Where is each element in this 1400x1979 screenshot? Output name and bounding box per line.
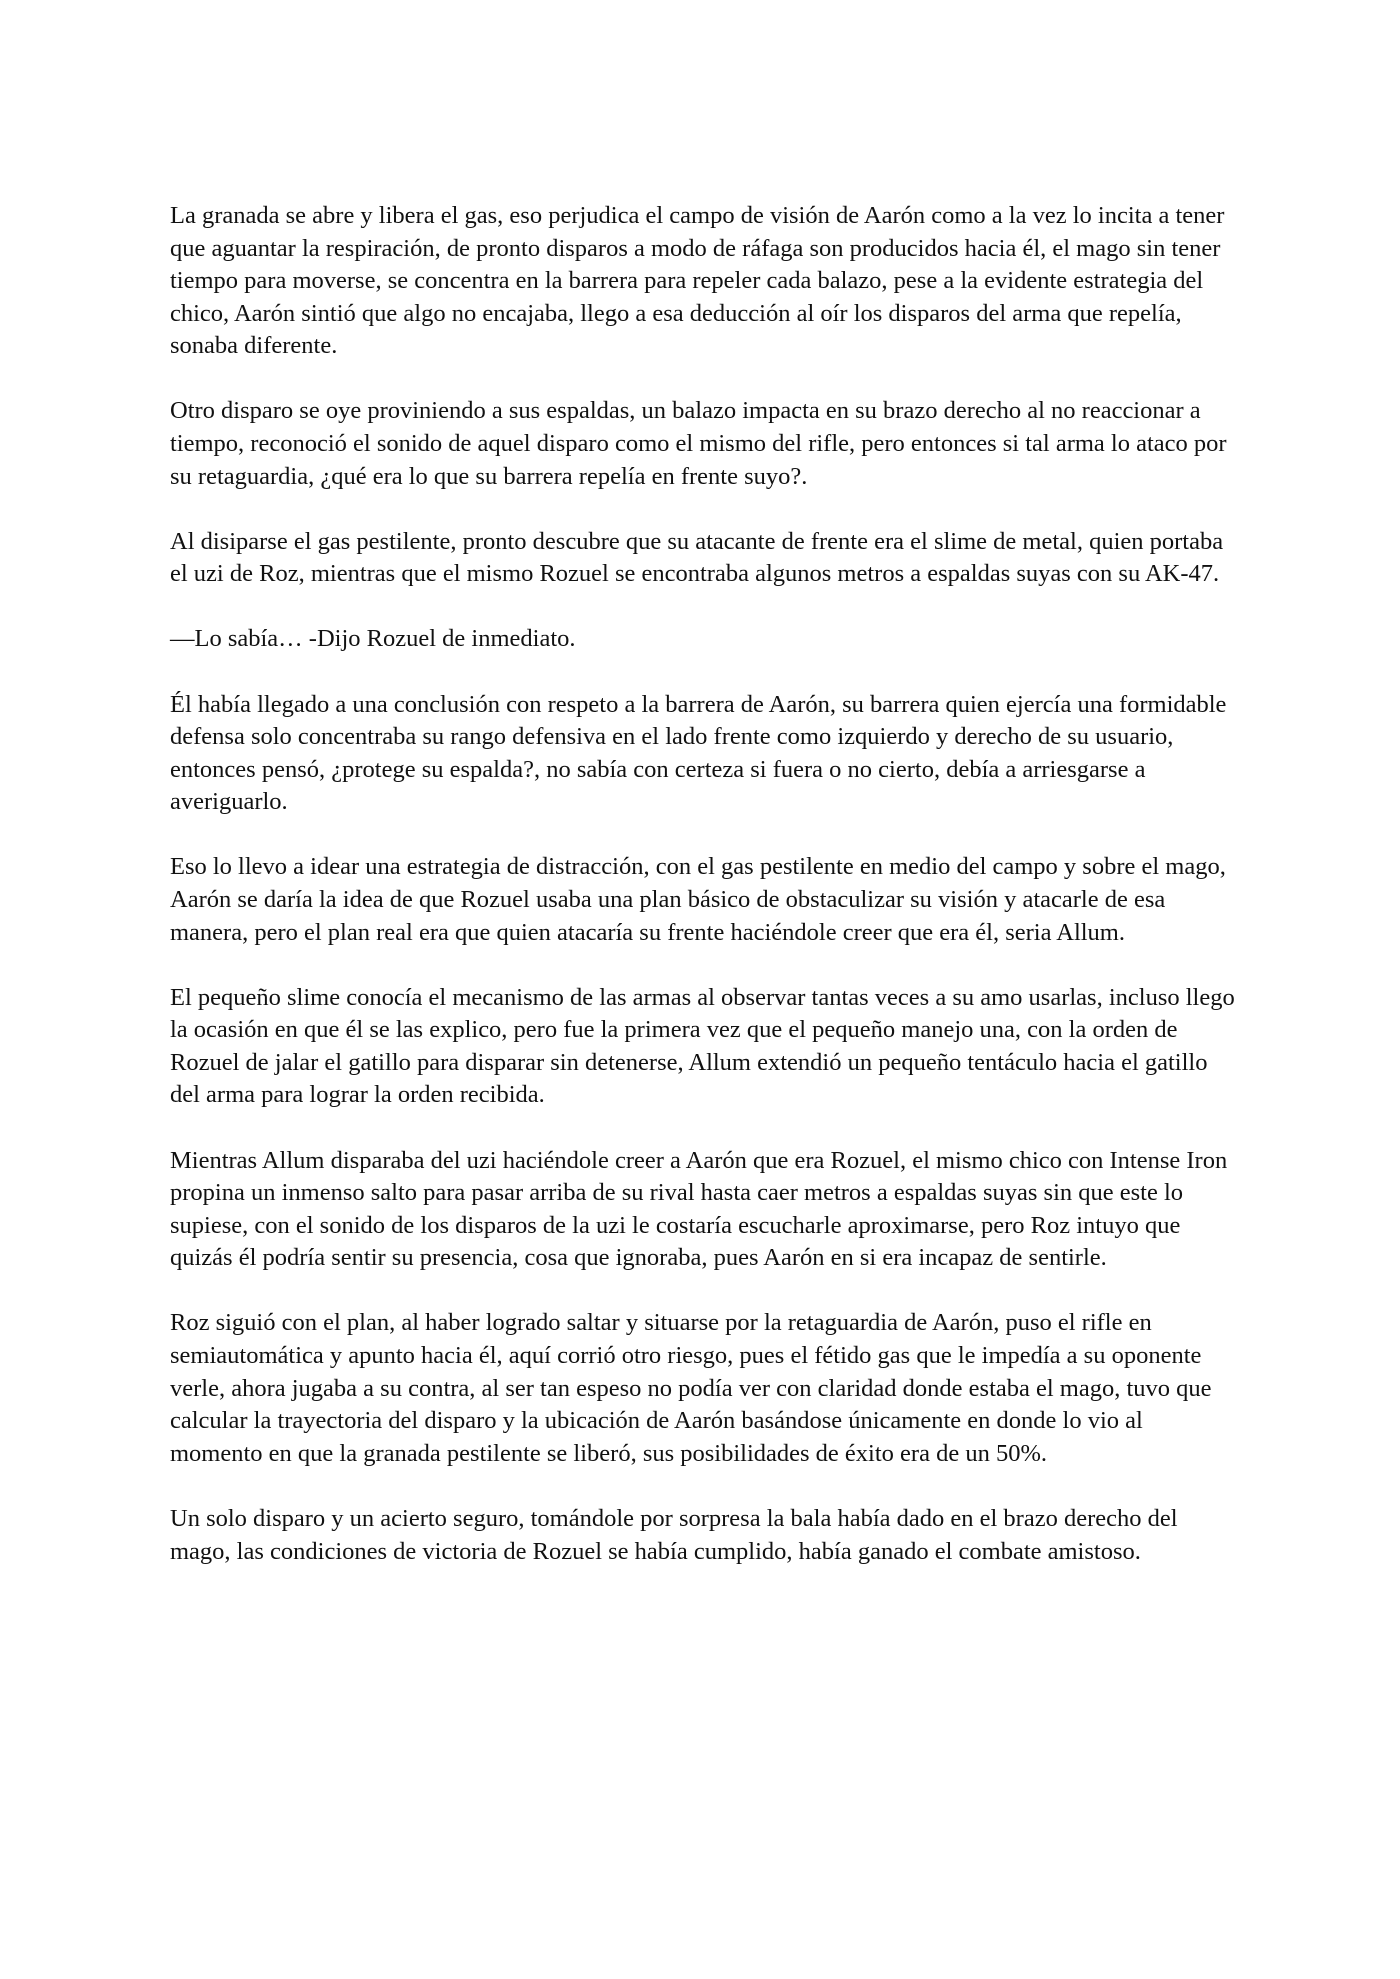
paragraph-7: El pequeño slime conocía el mecanismo de las armas al observar tantas veces a su amo usarlas, incluso llego la ocasión en que él se las explico, pero fue la primera vez que el pequeño manejo una, con la orden de Rozuel de jalar el gatillo para disparar sin detenerse, Allum extendió un pequeño tentáculo hacia el gatillo del arma para lograr la orden recibida. [170,983,1235,1109]
dialogue-line: —Lo sabía… -Dijo Rozuel de inmediato. [170,625,576,653]
paragraph-1: La granada se abre y libera el gas, eso perjudica el campo de visión de Aarón como a la vez lo incita a tener que aguantar la respiración, de pronto disparos a modo de ráfaga son producidos hacia él, el mago sin tener tiempo para moverse, se concentra en la barrera para repeler cada balazo, pese a la evidente estrategia del chico, Aarón sintió que algo no encajaba, llego a esa deducción al oír los disparos del arma que repelía, sonaba diferente. [170,202,1225,360]
document-body [170,200,1235,1601]
paragraph-8: Mientras Allum disparaba del uzi haciéndole creer a Aarón que era Rozuel, el mismo chico con Intense Iron propina un inmenso salto para pasar arriba de su rival hasta caer metros a espaldas suyas sin que este lo supiese, con el sonido de los disparos de la uzi le costaría escucharle aproximarse, pero Roz intuyo que quizás él podría sentir su presencia, cosa que ignoraba, pues Aarón en si era incapaz de sentirle. [170,1146,1228,1272]
paragraph-2: Otro disparo se oye proviniendo a sus espaldas, un balazo impacta en su brazo derecho al no reaccionar a tiempo, reconoció el sonido de aquel disparo como el mismo del rifle, pero entonces si tal arma lo ataco por su retaguardia, ¿qué era lo que su barrera repelía en frente suyo?. [170,397,1227,490]
paragraph-5: Él había llegado a una conclusión con respeto a la barrera de Aarón, su barrera quien ejercía una formidable defensa solo concentraba su rango defensiva en el lado frente como izquierdo y derecho de su usuario, entonces pensó, ¿protege su espalda?, no sabía con certeza si fuera o no cierto, debía a arriesgarse a averiguarlo. [170,690,1227,816]
paragraph-10: Un solo disparo y un acierto seguro, tomándole por sorpresa la bala había dado en el brazo derecho del mago, las condiciones de victoria de Rozuel se había cumplido, había ganado el combate amistoso. [170,1504,1178,1565]
paragraph-9: Roz siguió con el plan, al haber logrado saltar y situarse por la retaguardia de Aarón, puso el rifle en semiautomática y apunto hacia él, aquí corrió otro riesgo, pues el fétido gas que le impedía a su oponente verle, ahora jugaba a su contra, al ser tan espeso no podía ver con claridad donde estaba el mago, tuvo que calcular la trayectoria del disparo y la ubicación de Aarón basándose únicamente en donde lo vio al momento en que la granada pestilente se liberó, sus posibilidades de éxito era de un 50%. [170,1309,1212,1467]
paragraph-3: Al disiparse el gas pestilente, pronto descubre que su atacante de frente era el slime de metal, quien portaba el uzi de Roz, mientras que el mismo Rozuel se encontraba algunos metros a espaldas suyas con su AK-47. [170,527,1224,588]
paragraph-6: Eso lo llevo a idear una estrategia de distracción, con el gas pestilente en medio del campo y sobre el mago, Aarón se daría la idea de que Rozuel usaba una plan básico de obstaculizar su visión y atacarle de esa manera, pero el plan real era que quien atacaría su frente haciéndole creer que era él, seria Allum. [170,853,1226,946]
